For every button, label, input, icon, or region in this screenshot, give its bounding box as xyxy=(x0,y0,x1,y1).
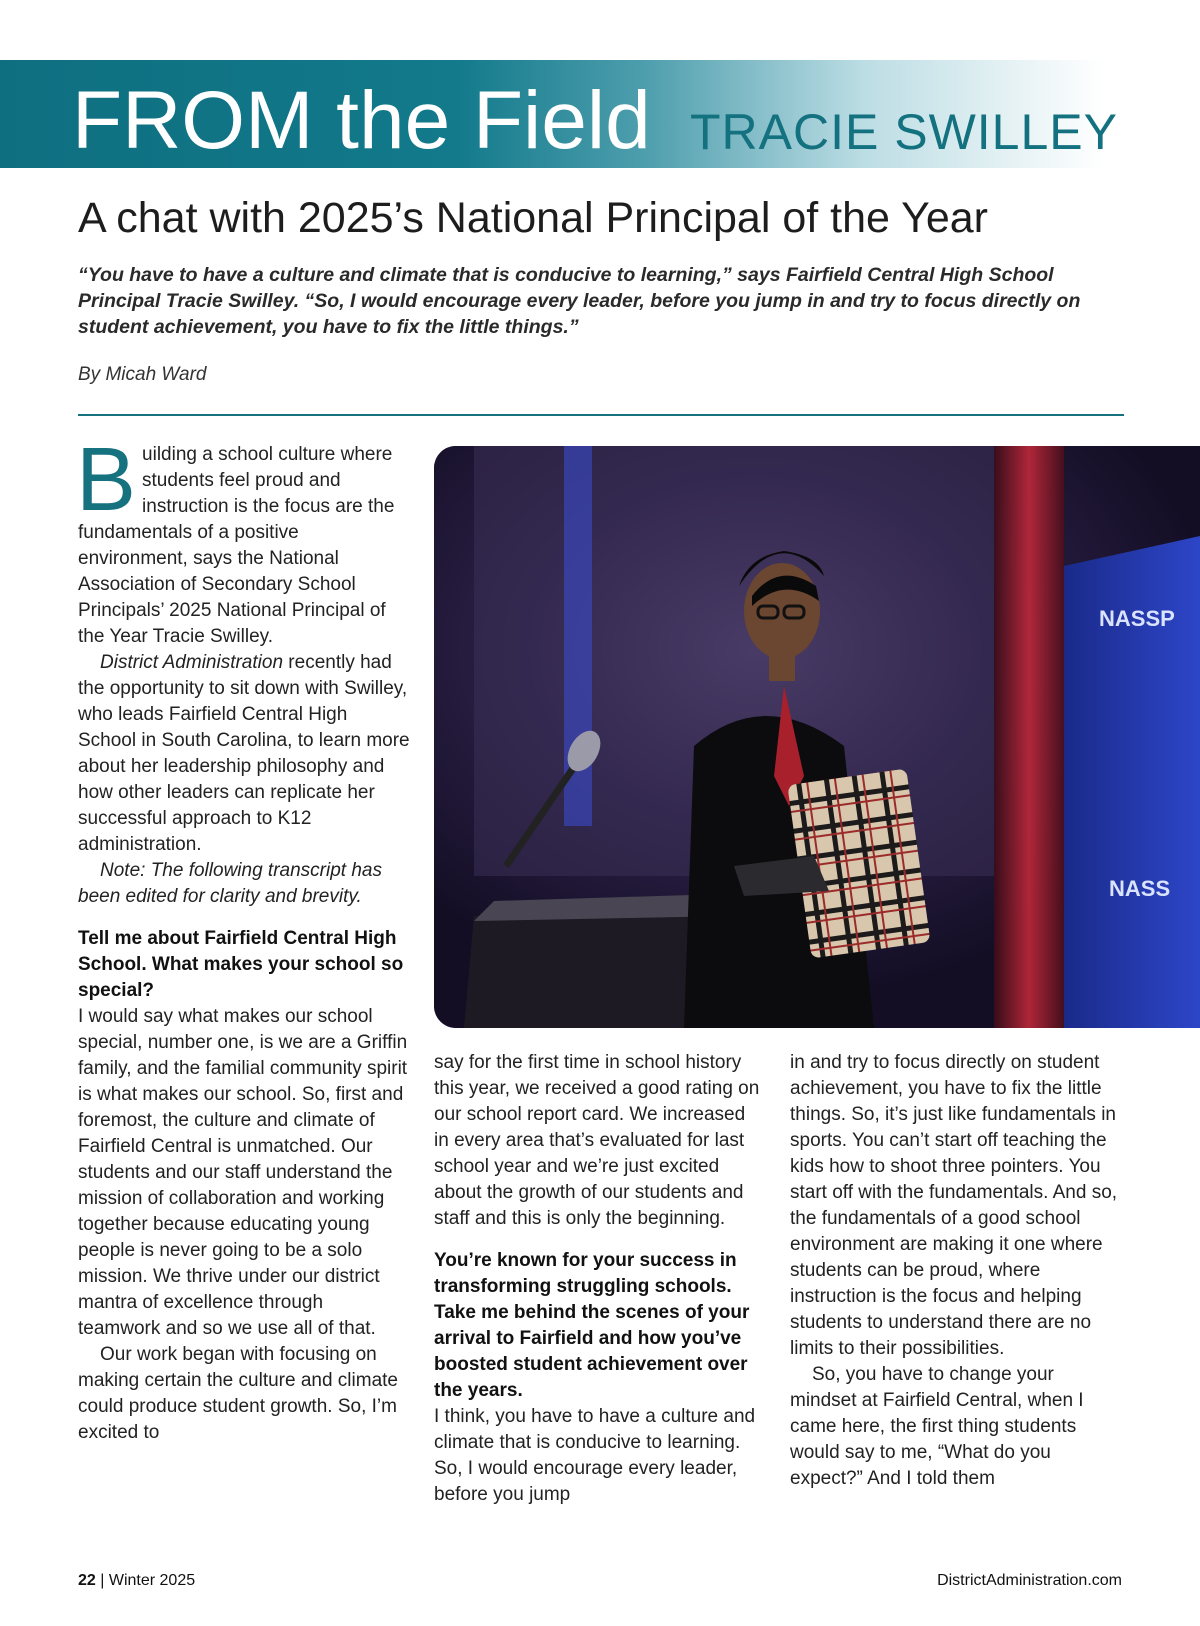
answer-2-continued: in and try to focus directly on student achievement, you have to fix the little things. So, it’s just like fundamentals in sports. You can’t start off teaching the kids how to shoot three pointers. You start off with the fundamentals. And so, the fundamentals of a good school environment are making it one where students can be proud, where instruction is the focus and helping students to understand there are no limits to their possibilities. xyxy=(790,1052,1118,1359)
intro-paragraph xyxy=(76,430,410,650)
answer-1-continued: say for the first time in school history this year, we received a good rating on our school report card. We increased in every area that’s evaluated for last school year and we’re just excited about the growth of our students and staff and this is only the beginning. xyxy=(434,1052,760,1229)
section-banner xyxy=(0,60,1200,168)
question-2: You’re known for your success in transforming struggling schools. Take me behind the scenes of your arrival to Fairfield and how you’ve boosted student achievement over the years. xyxy=(434,1250,750,1401)
byline: By Micah Ward xyxy=(78,364,207,385)
intro-text: uilding a school culture where students feel proud and instruction is the focus are the fundamentals of a positive environment, says the National Association of Secondary School Principals’ 2025 National Principal of the Year Tracie Swilley. xyxy=(78,444,395,647)
photo-principal-at-podium xyxy=(434,446,1200,1028)
section-title: FROM the Field xyxy=(72,75,651,166)
spacer xyxy=(434,1232,764,1248)
answer-1-paragraph-1: I would say what makes our school special, number one, is we are a Griffin family, and the familial community spirit is what makes our school. So, first and foremost, the culture and climate of Fairfield Central is unmatched. Our students and our staff understand the mission of collaboration and working together because educating young people is never going to be a solo mission. We thrive under our district mantra of excellence through teamwork and so we use all of that. xyxy=(78,1006,408,1339)
author-name-title: TRACIE SWILLEY xyxy=(690,104,1118,160)
drop-cap: B xyxy=(76,430,137,530)
spacer xyxy=(78,910,410,926)
paragraph-2 xyxy=(78,650,410,858)
page-footer-left xyxy=(78,1572,195,1590)
issue-date: | Winter 2025 xyxy=(95,1572,196,1589)
question-1: Tell me about Fairfield Central High School. What makes your school so special? xyxy=(78,928,404,1001)
article-headline: A chat with 2025’s National Principal of the Year xyxy=(78,194,988,242)
answer-2-paragraph-2: So, you have to change your mindset at Fairfield Central, when I came here, the first thing students would say to me, “What do you expect?” And I told them xyxy=(790,1364,1084,1489)
page-number: 22 xyxy=(78,1572,96,1589)
answer-2-paragraph-1: I think, you have to have a culture and climate that is conducive to learning. So, I would encourage every leader, before you jump xyxy=(434,1406,756,1505)
article-deck: “You have to have a culture and climate that is conducive to learning,” says Fairfield Central High School Principal Tracie Swilley. “So, I would encourage every leader, before you jump in and try to focus directly on student achievement, you have to fix the little things.” xyxy=(78,264,1081,338)
banner-text-nassp: NASSP xyxy=(1099,606,1175,631)
article-photo xyxy=(434,446,1200,1028)
paragraph-2-text: recently had the opportunity to sit down with Swilley, who leads Fairfield Central High School in South Carolina, to learn more about her leadership philosophy and how other leaders can replicate her successful approach to K12 administration. xyxy=(78,652,410,855)
article-column-3 xyxy=(790,1050,1125,1492)
article-column-2 xyxy=(434,1050,764,1508)
banner-text-nass: NASS xyxy=(1109,876,1171,901)
article-column-1 xyxy=(76,430,410,1446)
answer-1-paragraph-2: Our work began with focusing on making certain the culture and climate could produce student growth. So, I’m excited to xyxy=(78,1344,398,1443)
site-url: DistrictAdministration.com xyxy=(937,1572,1122,1589)
editor-note: Note: The following transcript has been edited for clarity and brevity. xyxy=(78,860,382,907)
divider-rule xyxy=(78,414,1124,416)
publication-name: District Administration xyxy=(100,652,284,673)
